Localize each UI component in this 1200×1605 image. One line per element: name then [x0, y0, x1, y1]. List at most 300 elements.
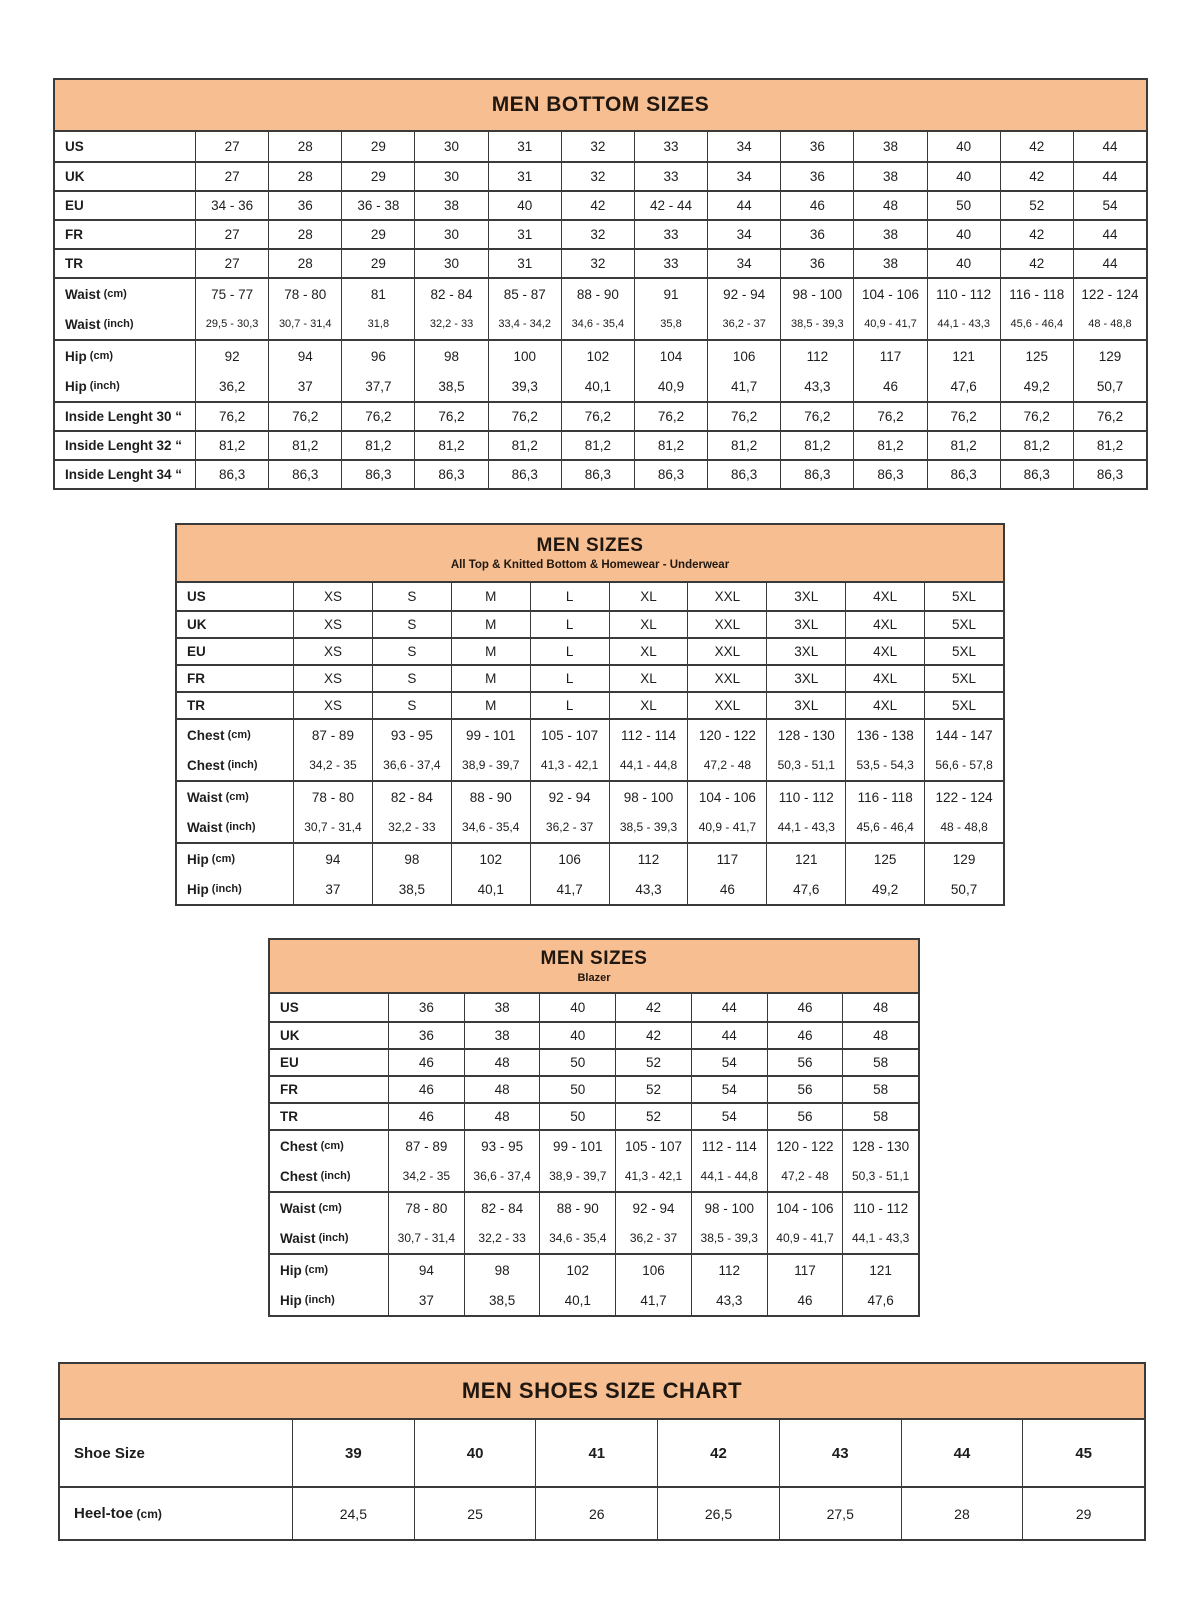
table-cell: 104 - 106: [853, 279, 926, 309]
table-cell: 40,9 - 41,7: [853, 309, 926, 339]
table-cell: 54: [691, 1050, 767, 1075]
table-cell: 121: [842, 1255, 918, 1285]
table-cell: 4XL: [845, 612, 924, 637]
men-shoes-size-header: [60, 1364, 1144, 1420]
table-cell: 42: [561, 192, 634, 219]
table-cell: 78 - 80: [268, 279, 341, 309]
table-cell: 106: [615, 1255, 691, 1285]
table-cell: 36 - 38: [341, 192, 414, 219]
row-label-unit: (inch): [301, 1294, 335, 1306]
men-bottom-sizes-header: [55, 80, 1146, 132]
table-cell: 42: [1000, 163, 1073, 190]
row-label-unit: (inch): [208, 883, 242, 895]
table-row: [177, 637, 1003, 664]
table-cell: 92 - 94: [707, 279, 780, 309]
table-cell: L: [530, 693, 609, 718]
table-cell: 46: [388, 1104, 464, 1129]
table-cell: 116 - 118: [845, 782, 924, 812]
table-cell: 104: [634, 341, 707, 371]
table-cell: 121: [927, 341, 1000, 371]
table-cell: 44: [1073, 250, 1146, 277]
table-cell: 31: [488, 250, 561, 277]
table-row: [177, 750, 1003, 780]
table-cell: 38,5 - 39,3: [780, 309, 853, 339]
row-label-name: Hip: [65, 378, 87, 394]
table-cell: 81,2: [707, 432, 780, 459]
table-row: [177, 583, 1003, 610]
table-cell: 4XL: [845, 693, 924, 718]
table-cell: 76,2: [780, 403, 853, 430]
table-cell: 98 - 100: [691, 1193, 767, 1223]
table-cell: 30,7 - 31,4: [293, 812, 372, 842]
table-cell: 92 - 94: [615, 1193, 691, 1223]
table-cell: 44: [707, 192, 780, 219]
table-cell: 40: [927, 163, 1000, 190]
table-cell: 93 - 95: [372, 720, 451, 750]
men-shoes-size-body: [60, 1420, 1144, 1539]
table-cell: 45,6 - 46,4: [1000, 309, 1073, 339]
table-cell: 58: [842, 1104, 918, 1129]
table-cell: 32: [561, 221, 634, 248]
table-cell: 28: [268, 250, 341, 277]
table-cell: 94: [293, 844, 372, 874]
table-cell: 30: [414, 221, 487, 248]
table-cell: 122 - 124: [1073, 279, 1146, 309]
row-label: [177, 693, 293, 718]
table-cell: 36: [388, 994, 464, 1021]
table-cell: 46: [388, 1077, 464, 1102]
table-row: [177, 610, 1003, 637]
row-label: [55, 309, 195, 339]
row-label-unit: (inch): [315, 1232, 349, 1244]
table-row: [270, 1161, 918, 1191]
table-cell: 81,2: [853, 432, 926, 459]
row-label: [60, 1420, 292, 1486]
men-sizes-blazer-body: [270, 994, 918, 1315]
table-cell: 86,3: [414, 461, 487, 488]
table-cell: 47,2 - 48: [767, 1161, 843, 1191]
table-cell: 52: [615, 1050, 691, 1075]
table-cell: 40: [539, 994, 615, 1021]
table-cell: 5XL: [924, 612, 1003, 637]
table-cell: 85 - 87: [488, 279, 561, 309]
table-cell: 3XL: [766, 639, 845, 664]
table-cell: 36,2 - 37: [707, 309, 780, 339]
table-row: [55, 277, 1146, 309]
table-cell: 44,1 - 44,8: [609, 750, 688, 780]
table-cell: 37: [293, 874, 372, 904]
table-cell: 98 - 100: [609, 782, 688, 812]
table-cell: 46: [687, 874, 766, 904]
table-cell: 110 - 112: [842, 1193, 918, 1223]
table-cell: 78 - 80: [293, 782, 372, 812]
table-cell: 88 - 90: [451, 782, 530, 812]
row-label: [177, 583, 293, 610]
table-cell: 3XL: [766, 612, 845, 637]
table-row: [270, 1048, 918, 1075]
table-cell: 82 - 84: [372, 782, 451, 812]
table-cell: 5XL: [924, 639, 1003, 664]
row-label-name: EU: [187, 644, 206, 659]
row-label-unit: (cm): [224, 729, 251, 741]
table-cell: 98: [464, 1255, 540, 1285]
table-cell: 43,3: [609, 874, 688, 904]
table-cell: 144 - 147: [924, 720, 1003, 750]
row-label-unit: (inch): [317, 1170, 351, 1182]
table-cell: 25: [414, 1488, 536, 1539]
table-cell: XXL: [687, 666, 766, 691]
table-cell: 36: [780, 132, 853, 161]
table-cell: XL: [609, 666, 688, 691]
table-cell: 40,1: [451, 874, 530, 904]
row-label-name: Inside Lenght 30 “: [65, 409, 183, 424]
table-cell: 29: [341, 221, 414, 248]
table-cell: 36: [780, 221, 853, 248]
table-cell: 52: [615, 1104, 691, 1129]
table-row: [55, 430, 1146, 459]
table-cell: M: [451, 693, 530, 718]
table-cell: 5XL: [924, 583, 1003, 610]
table-cell: 44: [1073, 132, 1146, 161]
table-cell: 30,7 - 31,4: [268, 309, 341, 339]
row-label-name: EU: [280, 1055, 299, 1070]
table-cell: 46: [767, 1285, 843, 1315]
table-row: [270, 1191, 918, 1223]
table-cell: 33,4 - 34,2: [488, 309, 561, 339]
table-cell: 50: [539, 1050, 615, 1075]
table-cell: 32,2 - 33: [464, 1223, 540, 1253]
table-cell: 120 - 122: [767, 1131, 843, 1161]
table-row: [55, 459, 1146, 488]
row-label-name: TR: [65, 256, 83, 271]
table-row: [177, 842, 1003, 874]
table-cell: 44: [1073, 221, 1146, 248]
table-cell: 117: [687, 844, 766, 874]
table-cell: 3XL: [766, 693, 845, 718]
table-cell: 38: [464, 994, 540, 1021]
table-subtitle: Blazer: [577, 972, 611, 984]
table-cell: 120 - 122: [687, 720, 766, 750]
table-cell: 96: [341, 341, 414, 371]
row-label-name: US: [65, 139, 84, 154]
table-cell: 46: [388, 1050, 464, 1075]
row-label-unit: (cm): [315, 1202, 342, 1214]
table-cell: 86,3: [1000, 461, 1073, 488]
row-label: [55, 192, 195, 219]
table-cell: 76,2: [1073, 403, 1146, 430]
table-cell: 48: [464, 1050, 540, 1075]
table-cell: 50,7: [1073, 371, 1146, 401]
table-cell: 41,7: [530, 874, 609, 904]
table-row: [270, 1021, 918, 1048]
table-cell: 86,3: [780, 461, 853, 488]
row-label-unit: (inch): [224, 759, 258, 771]
table-cell: 47,6: [766, 874, 845, 904]
table-cell: 112: [609, 844, 688, 874]
table-cell: S: [372, 583, 451, 610]
row-label-unit: (inch): [86, 380, 120, 392]
men-bottom-sizes-table: [53, 78, 1148, 490]
row-label: [55, 432, 195, 459]
table-cell: 48: [853, 192, 926, 219]
table-cell: 48: [842, 994, 918, 1021]
table-cell: 50: [927, 192, 1000, 219]
table-cell: 81,2: [1000, 432, 1073, 459]
table-row: [177, 718, 1003, 750]
table-cell: XL: [609, 612, 688, 637]
table-cell: 112: [780, 341, 853, 371]
table-cell: S: [372, 639, 451, 664]
row-label-name: Waist: [280, 1230, 316, 1246]
table-cell: 42: [615, 994, 691, 1021]
row-label-name: Hip: [65, 348, 87, 364]
table-cell: 102: [561, 341, 634, 371]
table-cell: 32: [561, 250, 634, 277]
table-cell: 54: [1073, 192, 1146, 219]
row-label-name: FR: [280, 1082, 298, 1097]
row-label: [55, 163, 195, 190]
table-row: [55, 161, 1146, 190]
table-cell: XS: [293, 693, 372, 718]
table-row: [55, 401, 1146, 430]
table-cell: 46: [767, 994, 843, 1021]
table-row: [55, 371, 1146, 401]
table-cell: 92: [195, 341, 268, 371]
table-cell: 40: [414, 1420, 536, 1486]
table-cell: 104 - 106: [767, 1193, 843, 1223]
table-row: [55, 190, 1146, 219]
row-label: [270, 1050, 388, 1075]
table-row: [177, 874, 1003, 904]
row-label: [55, 279, 195, 309]
table-row: [55, 132, 1146, 161]
table-cell: 58: [842, 1077, 918, 1102]
row-label-name: Shoe Size: [74, 1444, 145, 1462]
row-label-name: Chest: [280, 1138, 318, 1154]
table-row: [55, 309, 1146, 339]
table-cell: M: [451, 583, 530, 610]
table-cell: 50,3 - 51,1: [766, 750, 845, 780]
table-cell: 26: [535, 1488, 657, 1539]
row-label: [55, 403, 195, 430]
row-label-name: Hip: [280, 1292, 302, 1308]
table-cell: 76,2: [561, 403, 634, 430]
men-sizes-tops-table: [175, 523, 1005, 906]
table-cell: 36,6 - 37,4: [372, 750, 451, 780]
table-cell: 38,5: [464, 1285, 540, 1315]
table-cell: 81,2: [488, 432, 561, 459]
table-cell: 40,1: [539, 1285, 615, 1315]
table-cell: 38,5 - 39,3: [609, 812, 688, 842]
table-cell: 81,2: [1073, 432, 1146, 459]
table-cell: 129: [924, 844, 1003, 874]
men-shoes-size-table: [58, 1362, 1146, 1541]
table-cell: 38: [853, 132, 926, 161]
table-cell: 44,1 - 43,3: [766, 812, 845, 842]
table-cell: 81,2: [927, 432, 1000, 459]
table-cell: M: [451, 612, 530, 637]
table-cell: 38: [414, 192, 487, 219]
men-sizes-tops-body: [177, 583, 1003, 904]
table-cell: 5XL: [924, 666, 1003, 691]
table-cell: 86,3: [268, 461, 341, 488]
table-cell: 81,2: [195, 432, 268, 459]
table-cell: 34: [707, 163, 780, 190]
table-cell: 81,2: [341, 432, 414, 459]
table-cell: 43: [779, 1420, 901, 1486]
table-cell: 39: [292, 1420, 414, 1486]
table-cell: 50,7: [924, 874, 1003, 904]
table-title: MEN SIZES: [540, 948, 648, 969]
row-label: [177, 812, 293, 842]
row-label-name: Waist: [187, 819, 223, 835]
table-cell: 24,5: [292, 1488, 414, 1539]
table-cell: 52: [1000, 192, 1073, 219]
table-cell: 86,3: [1073, 461, 1146, 488]
table-cell: 86,3: [634, 461, 707, 488]
table-cell: 42: [1000, 221, 1073, 248]
table-cell: XL: [609, 639, 688, 664]
table-cell: 76,2: [1000, 403, 1073, 430]
row-label-unit: (inch): [222, 821, 256, 833]
table-cell: 42: [615, 1023, 691, 1048]
table-cell: 34: [707, 221, 780, 248]
table-cell: 117: [853, 341, 926, 371]
table-cell: 42 - 44: [634, 192, 707, 219]
table-title: MEN SIZES: [536, 535, 644, 556]
table-cell: 88 - 90: [561, 279, 634, 309]
table-cell: 76,2: [927, 403, 1000, 430]
table-cell: 98: [414, 341, 487, 371]
table-cell: 128 - 130: [842, 1131, 918, 1161]
table-cell: 40,9 - 41,7: [767, 1223, 843, 1253]
table-cell: 50: [539, 1104, 615, 1129]
men-sizes-blazer-header: [270, 940, 918, 994]
row-label-name: Hip: [187, 851, 209, 867]
row-label-name: Inside Lenght 34 “: [65, 467, 183, 482]
table-cell: 82 - 84: [464, 1193, 540, 1223]
table-cell: 34,2 - 35: [388, 1161, 464, 1191]
table-cell: 30: [414, 132, 487, 161]
row-label-unit: (cm): [133, 1506, 162, 1521]
table-cell: S: [372, 693, 451, 718]
table-cell: S: [372, 612, 451, 637]
table-cell: 28: [268, 132, 341, 161]
row-label: [60, 1488, 292, 1539]
table-cell: 48: [464, 1104, 540, 1129]
table-cell: 33: [634, 221, 707, 248]
table-cell: XXL: [687, 583, 766, 610]
table-cell: 28: [268, 163, 341, 190]
table-cell: 4XL: [845, 666, 924, 691]
table-cell: 43,3: [691, 1285, 767, 1315]
row-label-name: Heel-toe: [74, 1505, 134, 1522]
table-row: [177, 812, 1003, 842]
row-label-unit: (cm): [208, 853, 236, 865]
table-title: MEN BOTTOM SIZES: [491, 93, 710, 116]
men-bottom-sizes-body: [55, 132, 1146, 488]
row-label: [270, 1023, 388, 1048]
table-cell: 94: [388, 1255, 464, 1285]
table-cell: 40: [927, 250, 1000, 277]
row-label-unit: (cm): [317, 1140, 344, 1152]
row-label: [177, 782, 293, 812]
table-cell: 40: [488, 192, 561, 219]
table-row: [270, 1223, 918, 1253]
table-cell: 38: [853, 250, 926, 277]
table-cell: 102: [539, 1255, 615, 1285]
table-cell: 104 - 106: [687, 782, 766, 812]
table-cell: 40: [927, 221, 1000, 248]
table-cell: 93 - 95: [464, 1131, 540, 1161]
table-cell: 44,1 - 43,3: [927, 309, 1000, 339]
table-cell: 29,5 - 30,3: [195, 309, 268, 339]
row-label: [270, 1161, 388, 1191]
row-label-name: UK: [187, 617, 207, 632]
table-cell: 27: [195, 132, 268, 161]
table-cell: 30: [414, 250, 487, 277]
row-label: [177, 666, 293, 691]
table-cell: 78 - 80: [388, 1193, 464, 1223]
table-cell: 49,2: [845, 874, 924, 904]
table-cell: 46: [853, 371, 926, 401]
row-label-name: Waist: [65, 316, 101, 332]
table-cell: 29: [341, 250, 414, 277]
row-label: [177, 844, 293, 874]
table-cell: 36: [388, 1023, 464, 1048]
table-cell: 41,3 - 42,1: [615, 1161, 691, 1191]
table-cell: 105 - 107: [530, 720, 609, 750]
table-cell: 41,7: [615, 1285, 691, 1315]
row-label: [55, 250, 195, 277]
row-label: [177, 612, 293, 637]
table-cell: XS: [293, 583, 372, 610]
table-cell: 38: [853, 221, 926, 248]
table-cell: 91: [634, 279, 707, 309]
table-cell: 49,2: [1000, 371, 1073, 401]
table-cell: 42: [1000, 250, 1073, 277]
row-label-name: TR: [187, 698, 205, 713]
table-cell: 34,2 - 35: [293, 750, 372, 780]
table-cell: 110 - 112: [927, 279, 1000, 309]
table-cell: 76,2: [488, 403, 561, 430]
table-cell: 36: [268, 192, 341, 219]
table-cell: 81,2: [414, 432, 487, 459]
table-cell: 4XL: [845, 639, 924, 664]
table-cell: 31: [488, 132, 561, 161]
table-cell: 32: [561, 163, 634, 190]
table-cell: 38,5: [414, 371, 487, 401]
table-cell: 86,3: [707, 461, 780, 488]
table-cell: 129: [1073, 341, 1146, 371]
table-cell: XXL: [687, 693, 766, 718]
table-row: [270, 1129, 918, 1161]
table-cell: 28: [901, 1488, 1023, 1539]
table-cell: 29: [1022, 1488, 1144, 1539]
row-label: [270, 1223, 388, 1253]
table-cell: 40: [927, 132, 1000, 161]
table-cell: 27: [195, 250, 268, 277]
table-cell: 40,9 - 41,7: [687, 812, 766, 842]
row-label-name: EU: [65, 198, 84, 213]
row-label-name: FR: [187, 671, 205, 686]
table-cell: L: [530, 666, 609, 691]
table-cell: 28: [268, 221, 341, 248]
row-label: [270, 1077, 388, 1102]
table-cell: M: [451, 639, 530, 664]
row-label: [177, 720, 293, 750]
table-cell: 56: [767, 1050, 843, 1075]
